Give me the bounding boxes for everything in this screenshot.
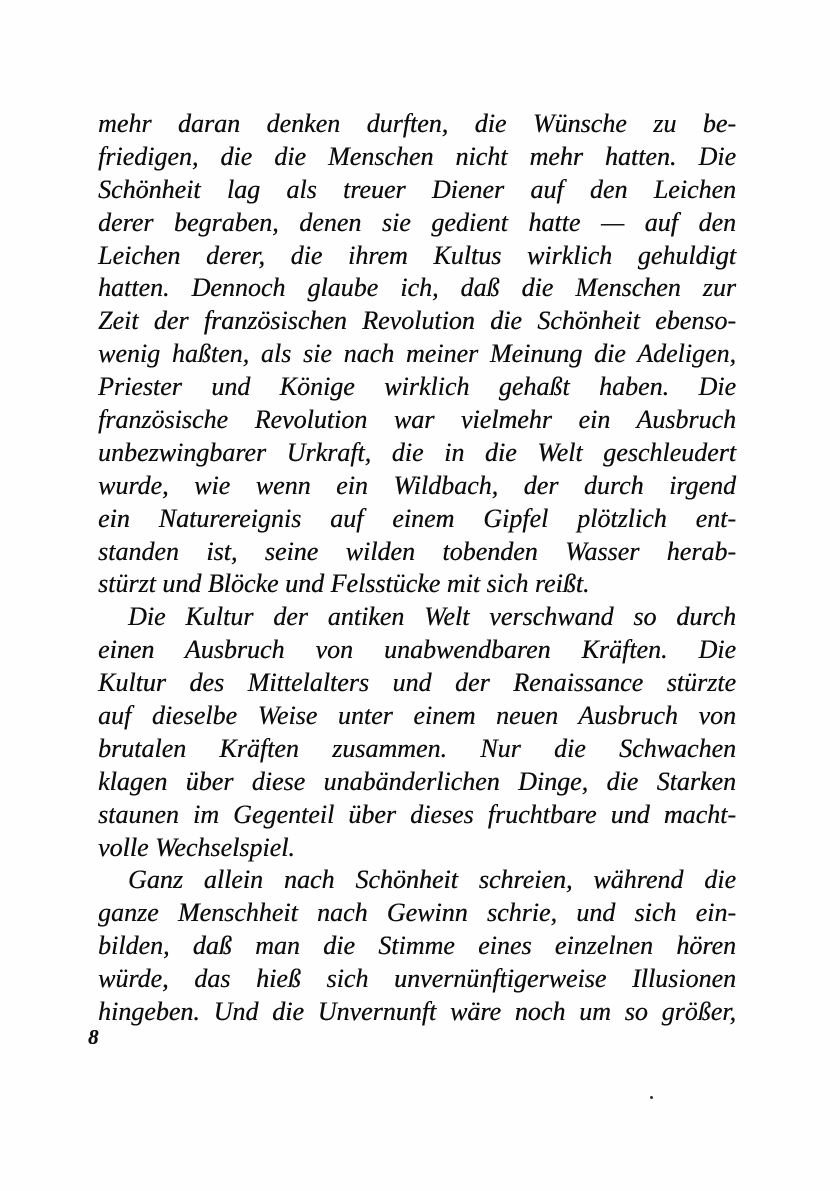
text-line: französische Revolution war vielmehr ein Ausbruch [98,405,736,435]
text-line: auf dieselbe Weise unter einem neuen Ausbruch von [98,701,736,731]
text-line: Zeit der französischen Revolution die Schönheit ebenso- [98,306,736,336]
text-line: wurde, wie wenn ein Wildbach, der durch irgend [98,470,736,500]
text-line: ein Naturereignis auf einem Gipfel plötzlich ent- [98,503,736,533]
text-line: Leichen derer, die ihrem Kultus wirklich gehuldigt [98,240,736,270]
text-line: friedigen, die die Menschen nicht mehr hatten. Die [98,141,736,171]
text-line: würde, das hieß sich unvernünftigerweise Illusionen [98,964,736,994]
text-line-paragraph-start: Die Kultur der antiken Welt verschwand so durch [128,602,736,632]
text-line-paragraph-start: Ganz allein nach Schönheit schreien, während die [128,865,736,895]
text-line: Priester und Könige wirklich gehaßt haben. Die [98,372,736,402]
text-line: hatten. Dennoch glaube ich, daß die Menschen zur [98,273,736,303]
page-number: 8 [88,1025,99,1049]
text-line: staunen im Gegenteil über dieses fruchtbare und macht- [98,799,736,829]
text-line: unbezwingbarer Urkraft, die in die Welt geschleudert [98,437,736,467]
text-line: wenig haßten, als sie nach meiner Meinung die Adeligen, [98,339,736,369]
text-block [98,108,736,1029]
text-line: brutalen Kräften zusammen. Nur die Schwachen [98,733,736,763]
text-line: hingeben. Und die Unvernunft wäre noch um so größer, [98,997,736,1027]
text-line: bilden, daß man die Stimme eines einzelnen hören [98,931,736,961]
text-line-paragraph-end: stürzt und Blöcke und Felsstücke mit sich reißt. [98,569,590,599]
text-line: ganze Menschheit nach Gewinn schrie, und sich ein- [98,898,736,928]
text-line: standen ist, seine wilden tobenden Wasser herab- [98,536,736,566]
ink-speck-artifact [650,1096,653,1099]
text-line: Schönheit lag als treuer Diener auf den Leichen [98,174,736,204]
text-line: derer begraben, denen sie gedient hatte — auf den [98,207,736,237]
text-line: einen Ausbruch von unabwendbaren Kräften. Die [98,635,736,665]
text-line-paragraph-end: volle Wechselspiel. [98,832,295,862]
text-line: Kultur des Mittelalters und der Renaissance stürzte [98,668,736,698]
text-line: klagen über diese unabänderlichen Dinge, die Starken [98,766,736,796]
text-line: mehr daran denken durften, die Wünsche zu be- [98,109,736,138]
